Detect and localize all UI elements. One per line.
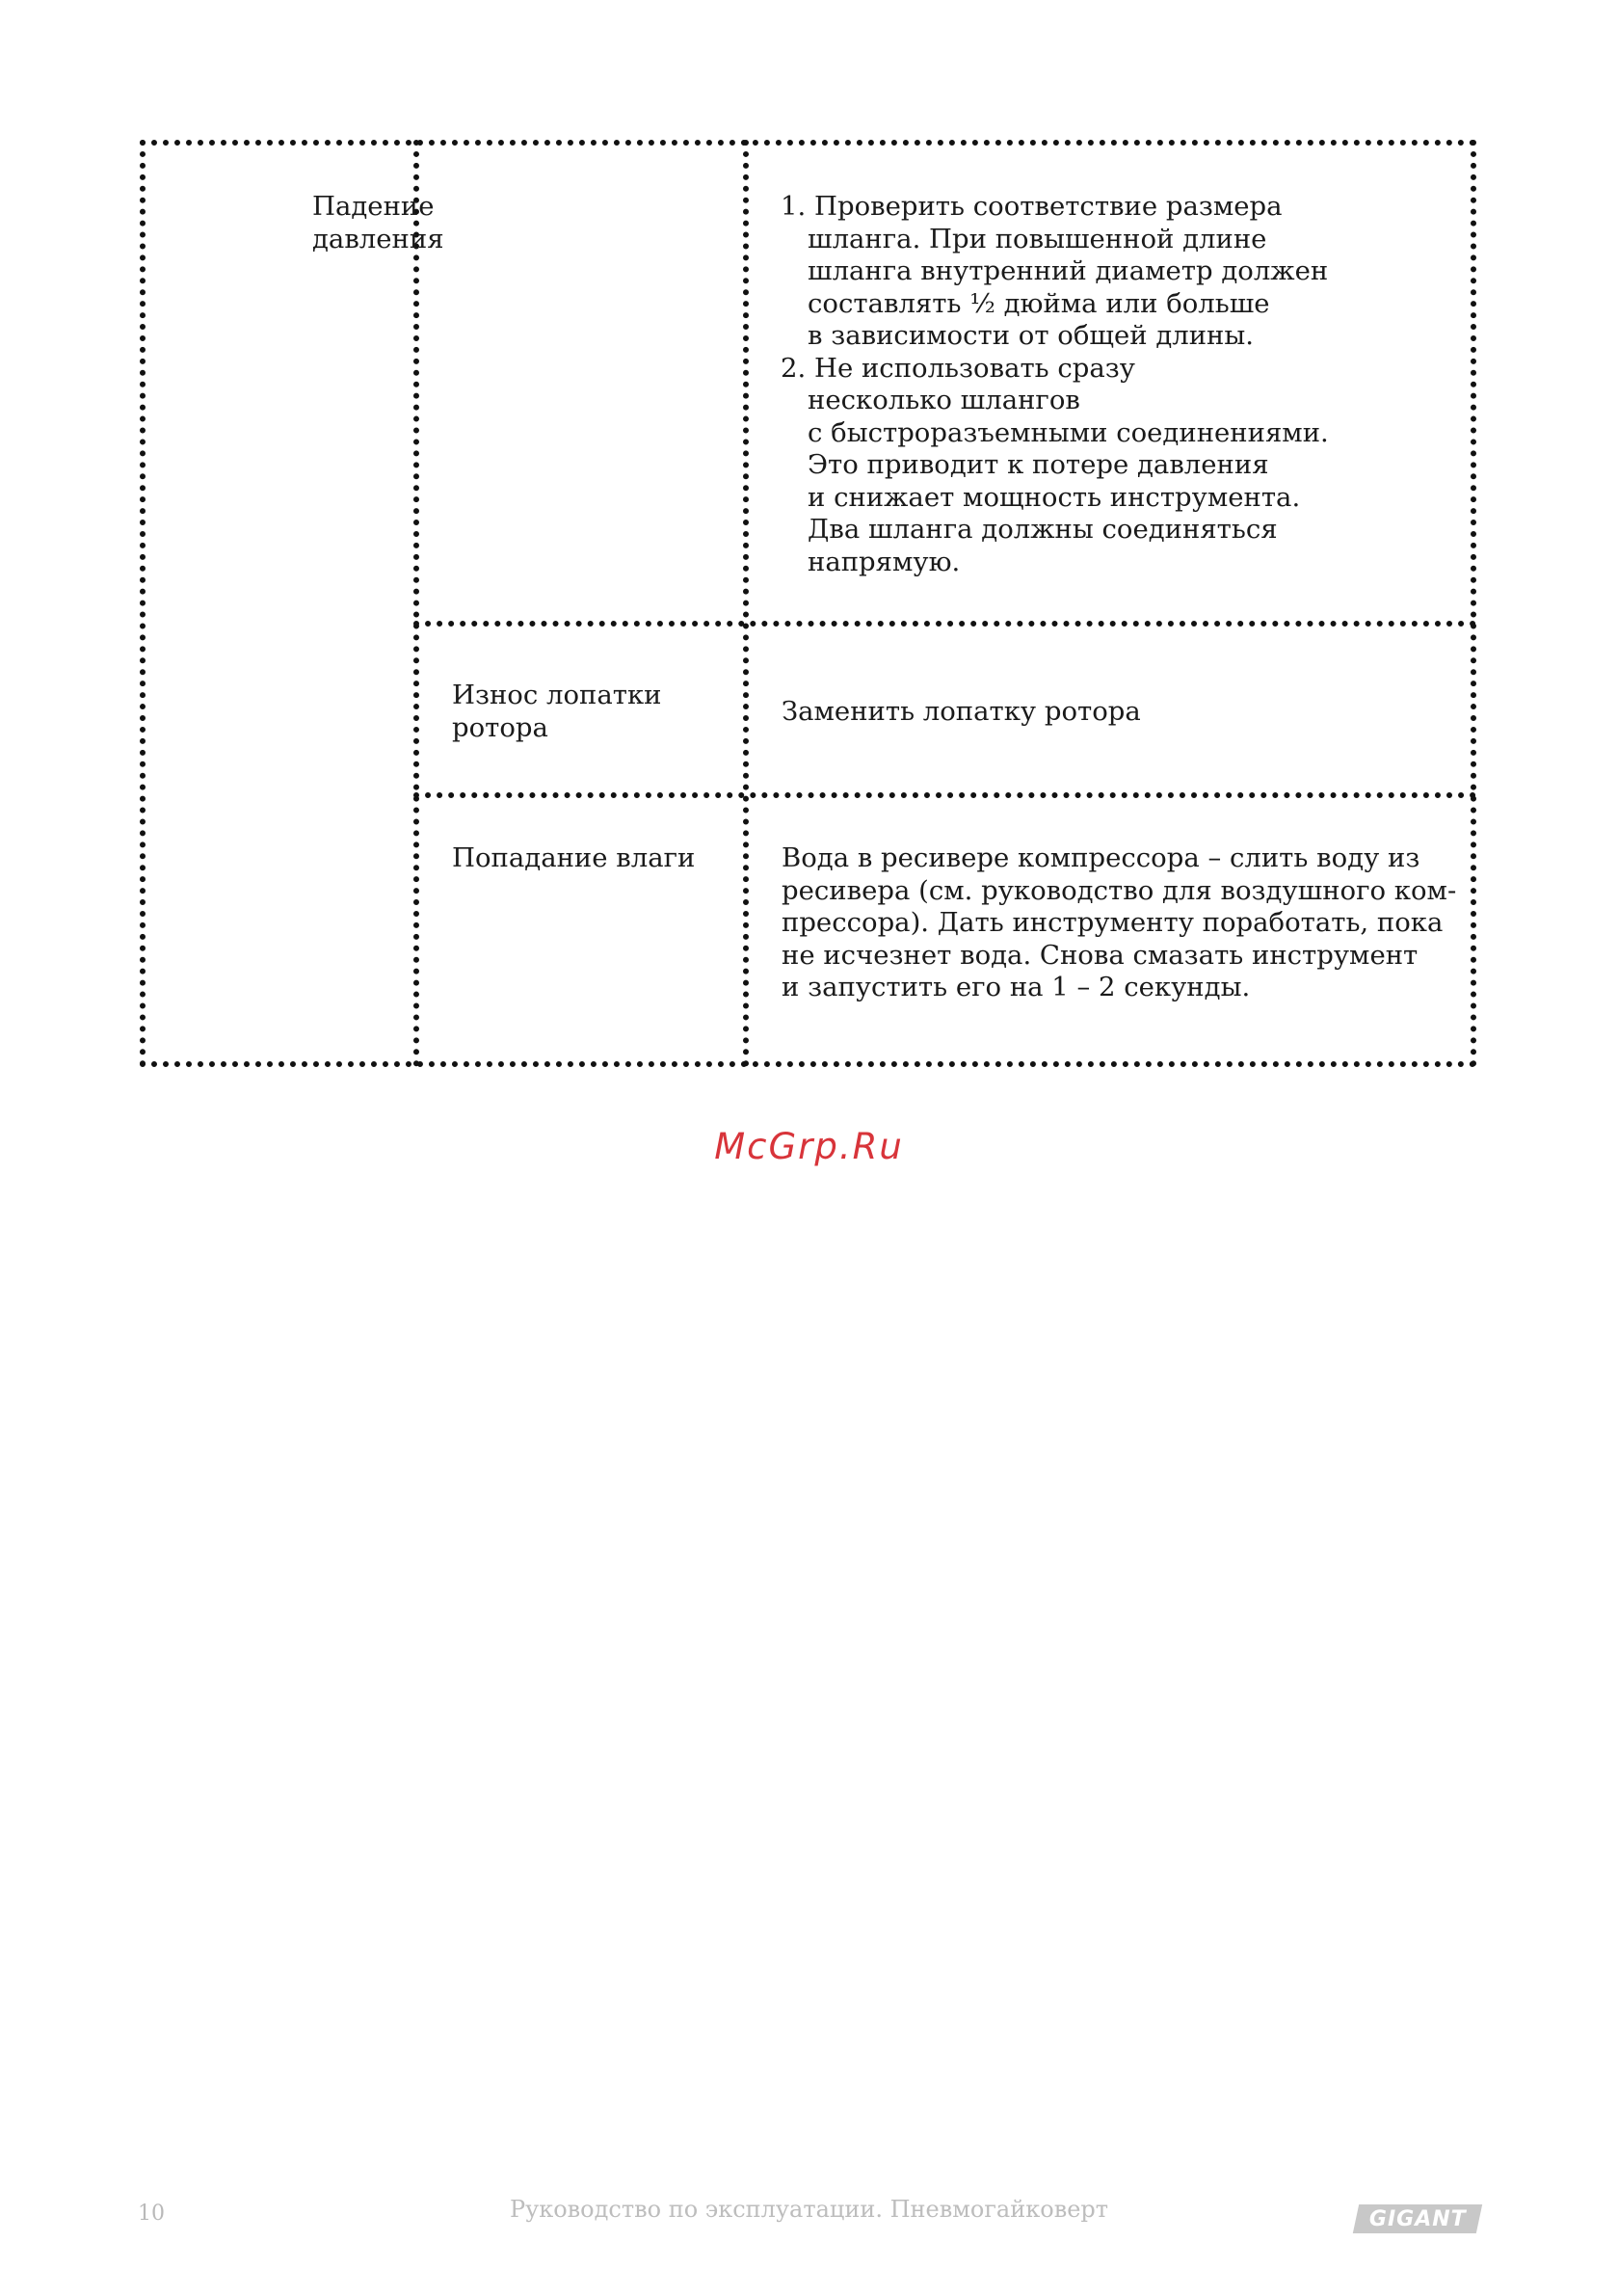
remedy-line: не исчезнет вода. Снова смазать инструмент: [782, 939, 1419, 971]
row-3-cause: [452, 842, 741, 875]
row-divider-2: [413, 792, 1476, 798]
remedy-line: прессора). Дать инструменту поработать, пока: [782, 907, 1444, 938]
cause-line: Износ лопатки: [452, 680, 662, 710]
remedy-line: 1. Проверить соответствие размера: [781, 191, 1283, 222]
remedy-line: 2. Не использовать сразу: [781, 352, 1135, 384]
row-3-remedy: [782, 842, 1456, 1004]
column-divider-1: [413, 140, 419, 1067]
remedy-line: Вода в ресивере компрессора – слить воду из: [782, 842, 1420, 873]
row-2-cause: [452, 680, 741, 744]
remedy-line: и запустить его на 1 – 2 секунды.: [782, 972, 1251, 1002]
remedy-line: ресивера (см. руководство для воздушного ком-: [782, 874, 1457, 906]
row-1-cause: [312, 191, 601, 255]
row-2-remedy: [782, 696, 1456, 729]
row-divider-1: [413, 621, 1476, 627]
column-divider-2: [743, 140, 749, 1067]
remedy-line: Это приводит к потере давления: [808, 449, 1269, 480]
cause-line: ротора: [452, 711, 548, 743]
row-1-remedy: [781, 191, 1455, 578]
remedy-line: шланга внутренний диаметр должен: [808, 255, 1329, 286]
remedy-line: с быстроразъемными соединениями.: [808, 416, 1329, 448]
remedy-line: в зависимости от общей длины.: [808, 320, 1255, 351]
cause-line: давления: [312, 223, 444, 254]
cause-line: Падение: [312, 191, 435, 222]
remedy-line: напрямую.: [808, 546, 961, 577]
remedy-line: Два шланга должны соединяться: [808, 514, 1278, 545]
remedy-line: Заменить лопатку ротора: [782, 696, 1141, 727]
watermark-text: McGrp.Ru: [714, 1126, 904, 1167]
gigant-logo: [1353, 2204, 1482, 2233]
logo-text: GIGANT: [1368, 2206, 1467, 2231]
cause-line: Попадание влаги: [452, 842, 696, 873]
remedy-line: и снижает мощность инструмента.: [808, 481, 1301, 513]
remedy-line: шланга. При повышенной длине: [808, 223, 1267, 254]
remedy-line: несколько шлангов: [808, 385, 1080, 415]
remedy-line: составлять ½ дюйма или больше: [808, 287, 1270, 319]
footer-title: Руководство по эксплуатации. Пневмогайковерт: [509, 2196, 1109, 2223]
page-number: 10: [138, 2202, 165, 2226]
